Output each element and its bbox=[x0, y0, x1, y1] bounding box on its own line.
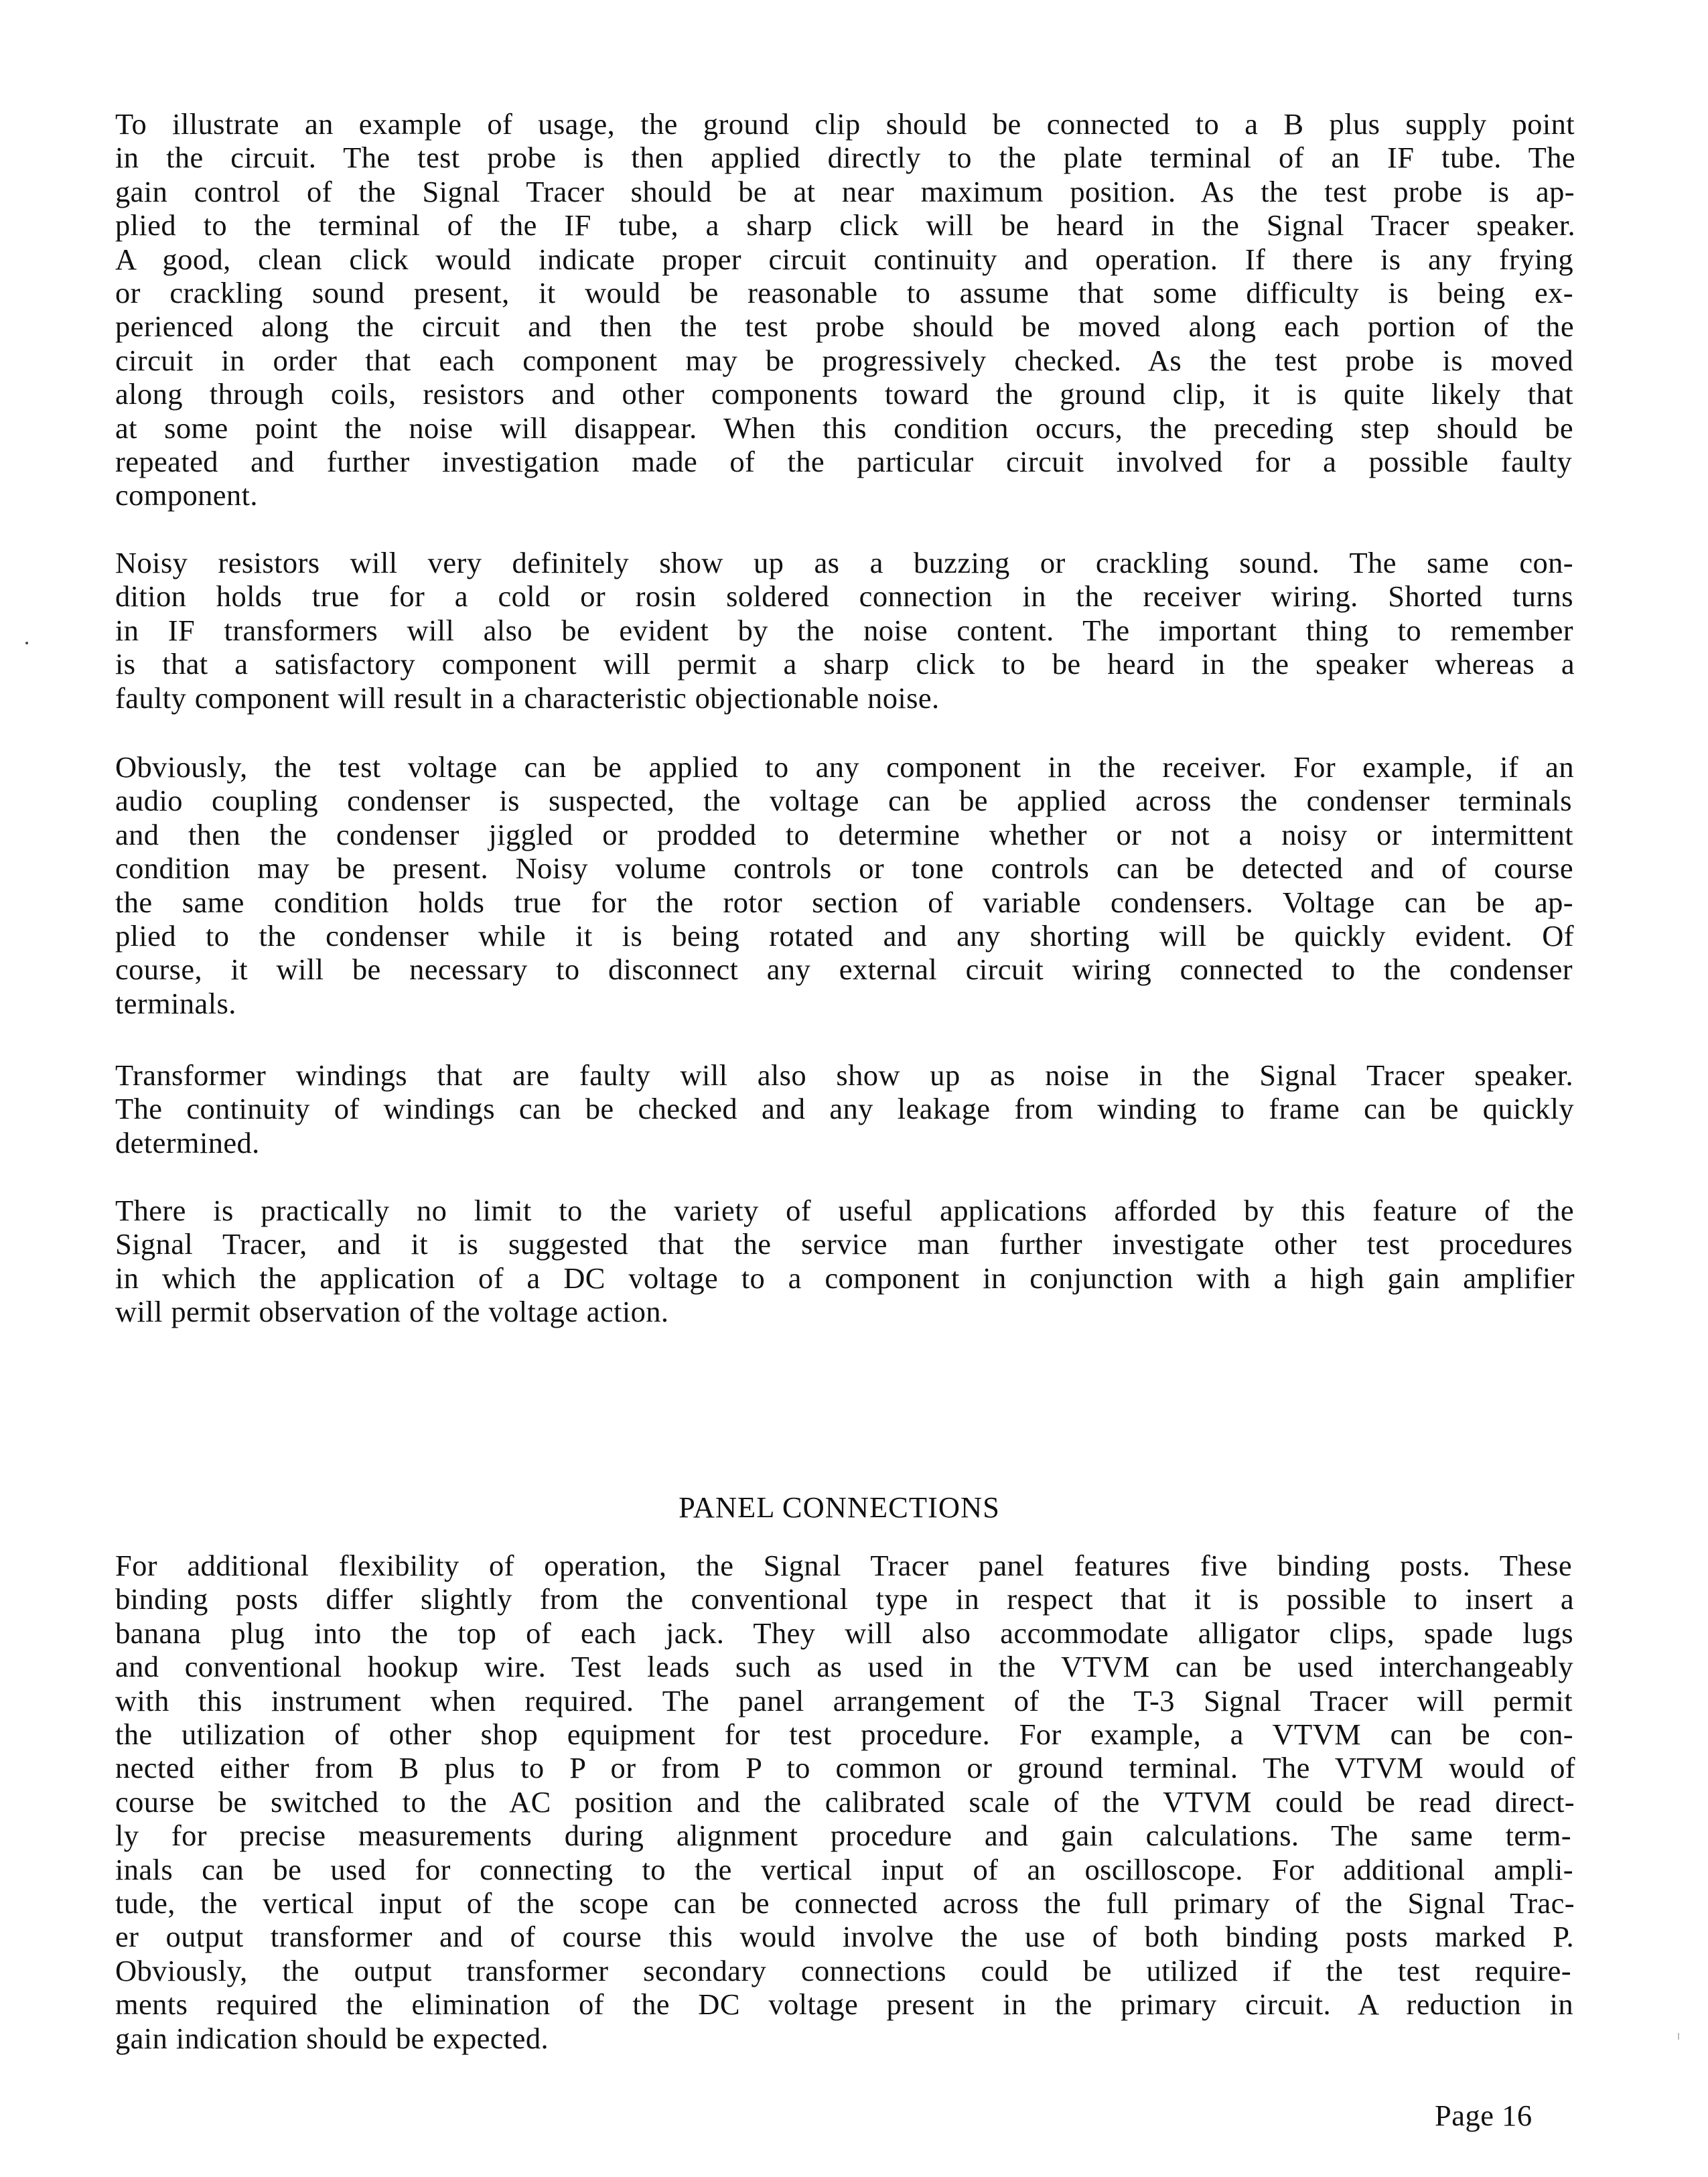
text-line: faulty component will result in a characteristic objectionable noise. bbox=[115, 681, 940, 715]
text-line: For additional flexibility of operation, the Signal Tracer panel features five binding posts. These bbox=[115, 1549, 1572, 1582]
text-line: course, it will be necessary to disconnect any external circuit wiring connected to the condenser bbox=[115, 953, 1573, 987]
text-line: determined. bbox=[115, 1125, 260, 1160]
text-line: binding posts differ slightly from the conventional type in respect that it is possible to insert a bbox=[115, 1582, 1574, 1616]
text-line: gain indication should be expected. bbox=[115, 2021, 549, 2055]
text-line: with this instrument when required. The panel arrangement of the T-3 Signal Tracer will permit bbox=[115, 1683, 1573, 1717]
text-line: along through coils, resistors and other components toward the ground clip, it is quite likely that bbox=[115, 377, 1573, 411]
text-line: Transformer windings that are faulty will also show up as noise in the Signal Tracer speaker. bbox=[115, 1058, 1573, 1092]
paragraph-useful-applications bbox=[115, 1194, 1575, 1329]
text-line: plied to the condenser while it is being rotated and any shorting will be quickly evident. Of bbox=[115, 919, 1574, 953]
text-line: perienced along the circuit and then the test probe should be moved along each portion of the bbox=[115, 309, 1574, 344]
paragraph-transformer-windings bbox=[115, 1058, 1574, 1160]
text-line: component. bbox=[115, 478, 258, 512]
text-line: will permit observation of the voltage action. bbox=[115, 1295, 669, 1329]
text-line: Obviously, the test voltage can be applied to any component in the receiver. For example, if an bbox=[115, 750, 1574, 784]
text-line: nected either from B plus to P or from P to common or ground terminal. The VTVM would of bbox=[115, 1751, 1575, 1785]
text-line: in which the application of a DC voltage to a component in conjunction with a high gain amplifier bbox=[115, 1261, 1575, 1295]
text-line: in IF transformers will also be evident by the noise content. The important thing to remember bbox=[115, 613, 1573, 647]
text-line: and conventional hookup wire. Test leads such as used in the VTVM can be used interchangeably bbox=[115, 1650, 1573, 1684]
text-line: banana plug into the top of each jack. They will also accommodate alligator clips, spade lugs bbox=[115, 1616, 1573, 1650]
text-line: in the circuit. The test probe is then applied directly to the plate terminal of an IF tube. The bbox=[115, 141, 1575, 175]
text-line: circuit in order that each component may be progressively checked. As the test probe is moved bbox=[115, 343, 1573, 377]
text-line: is that a satisfactory component will permit a sharp click to be heard in the speaker whereas a bbox=[115, 647, 1575, 681]
text-line: Obviously, the output transformer secondary connections could be utilized if the test require- bbox=[115, 1953, 1571, 1987]
section-heading: PANEL CONNECTIONS bbox=[679, 1490, 1000, 1524]
text-line: the same condition holds true for the rotor section of variable condensers. Voltage can be ap- bbox=[115, 885, 1573, 919]
text-line: terminals. bbox=[115, 986, 236, 1020]
text-line: ments required the elimination of the DC voltage present in the primary circuit. A reduction in bbox=[115, 1987, 1573, 2022]
text-line: dition holds true for a cold or rosin soldered connection in the receiver wiring. Shorted turns bbox=[115, 579, 1573, 614]
text-line: tude, the vertical input of the scope can be connected across the full primary of the Signal Trac- bbox=[115, 1886, 1575, 1920]
text-line: inals can be used for connecting to the vertical input of an oscilloscope. For additional ampli- bbox=[115, 1852, 1573, 1886]
text-line: A good, clean click would indicate proper circuit continuity and operation. If there is any frying bbox=[115, 242, 1573, 276]
text-line: repeated and further investigation made of the particular circuit involved for a possible faulty bbox=[115, 445, 1572, 479]
paragraph-noisy-resistors bbox=[115, 546, 1575, 715]
scan-speck bbox=[25, 642, 28, 644]
text-line: condition may be present. Noisy volume controls or tone controls can be detected and of course bbox=[115, 851, 1573, 886]
text-line: Signal Tracer, and it is suggested that the service man further investigate other test procedures bbox=[115, 1227, 1573, 1261]
text-line: or crackling sound present, it would be reasonable to assume that some difficulty is being ex- bbox=[115, 276, 1573, 310]
text-line: at some point the noise will disappear. When this condition occurs, the preceding step should be bbox=[115, 411, 1573, 445]
text-line: audio coupling condenser is suspected, the voltage can be applied across the condenser terminals bbox=[115, 784, 1572, 818]
text-line: er output transformer and of course this would involve the use of both binding posts marked P. bbox=[115, 1920, 1574, 1954]
page-number: Page 16 bbox=[1435, 2099, 1533, 2132]
text-line: There is practically no limit to the variety of useful applications afforded by this feature of the bbox=[115, 1194, 1574, 1227]
text-line: The continuity of windings can be checked and any leakage from winding to frame can be quickly bbox=[115, 1092, 1574, 1126]
text-line: course be switched to the AC position and the calibrated scale of the VTVM could be read direct- bbox=[115, 1784, 1575, 1819]
text-line: plied to the terminal of the IF tube, a sharp click will be heard in the Signal Tracer speaker. bbox=[115, 208, 1575, 242]
text-line: the utilization of other shop equipment for test procedure. For example, a VTVM can be con- bbox=[115, 1717, 1573, 1752]
scan-speck bbox=[1678, 2033, 1679, 2040]
text-line: ly for precise measurements during alignment procedure and gain calculations. The same term- bbox=[115, 1819, 1571, 1853]
paragraph-usage-example bbox=[115, 107, 1575, 512]
text-line: Noisy resistors will very definitely show up as a buzzing or crackling sound. The same con- bbox=[115, 546, 1573, 579]
text-line: and then the condenser jiggled or prodded to determine whether or not a noisy or intermittent bbox=[115, 817, 1573, 851]
text-line: To illustrate an example of usage, the ground clip should be connected to a B plus supply point bbox=[115, 107, 1575, 141]
text-line: gain control of the Signal Tracer should be at near maximum position. As the test probe is ap- bbox=[115, 174, 1575, 208]
paragraph-panel-connections bbox=[115, 1549, 1575, 2055]
paragraph-test-voltage bbox=[115, 750, 1574, 1020]
